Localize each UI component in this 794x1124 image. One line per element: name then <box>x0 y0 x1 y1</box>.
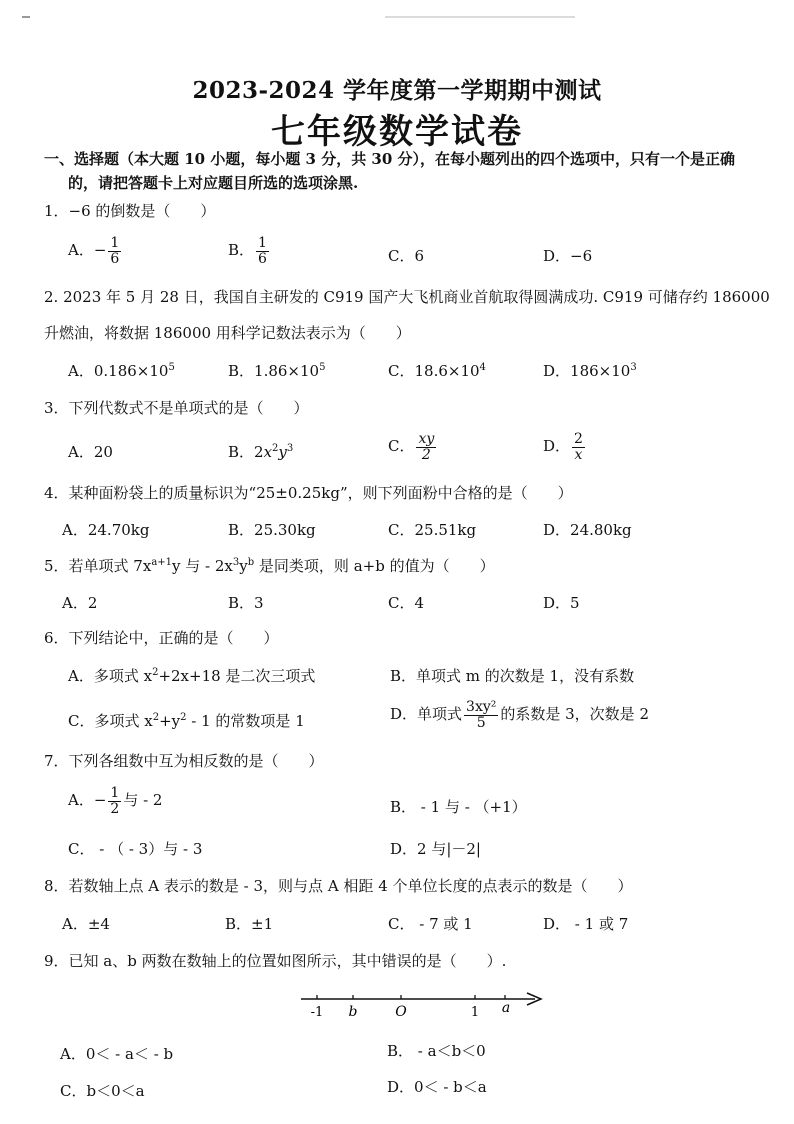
question-9-stem: 9．已知 a、b 两数在数轴上的位置如图所示，其中错误的是（ ）. <box>44 952 507 970</box>
label-1: 1 <box>470 1005 480 1020</box>
label-b: b <box>348 1004 358 1020</box>
number-line-figure <box>295 985 555 1021</box>
q9-option-d: D．0＜ - b＜a <box>387 1078 487 1096</box>
q4-option-c: C．25.51kg <box>388 521 477 539</box>
scan-mark <box>22 16 30 18</box>
question-7-stem: 7．下列各组数中互为相反数的是（ ） <box>44 752 324 770</box>
q9-option-a: A．0＜ - a＜ - b <box>60 1045 174 1063</box>
q1-option-c: C．6 <box>388 247 425 265</box>
q7-option-a: A．− $\frac{1}{2}$ 与 - 2 <box>68 785 163 817</box>
q1-option-d: D．−6 <box>543 247 593 265</box>
q4-option-a: A．24.70kg <box>62 521 150 539</box>
q5-option-c: C．4 <box>388 594 425 612</box>
q5-option-a: A．2 <box>62 594 98 612</box>
q3-option-a: A．20 <box>68 443 113 461</box>
q8-option-b: B．±1 <box>225 915 274 933</box>
q3-option-d: D． $\frac{2}{x}$ <box>543 431 583 463</box>
q8-option-d: D． - 1 或 7 <box>543 915 629 933</box>
section-header: 一、选择题（本大题 10 小题，每小题 3 分，共 30 分），在每小题列出的四个选项中，只有一个是正确 <box>44 150 736 168</box>
q3-option-b: B．$2x^2y^3$ <box>228 443 294 461</box>
exam-subtitle: 七年级数学试卷 <box>271 112 523 152</box>
scan-mark <box>385 16 575 18</box>
q6-option-b: B．单项式 m 的次数是 1，没有系数 <box>390 667 635 685</box>
question-8-stem: 8．若数轴上点 A 表示的数是 - 3，则与点 A 相距 4 个单位长度的点表示的数是（ ） <box>44 877 633 895</box>
q6-option-c: C．多项式 $x^2+y^2 - 1$ 的常数项是 1 <box>68 712 305 730</box>
question-3-stem: 3．下列代数式不是单项式的是（ ） <box>44 399 309 417</box>
q5-option-d: D．5 <box>543 594 580 612</box>
q5-option-b: B．3 <box>228 594 264 612</box>
question-6-stem: 6．下列结论中，正确的是（ ） <box>44 629 279 647</box>
q2-option-d: D．$186\times 10^3$ <box>543 362 637 380</box>
q6-option-a: A．多项式 $x^2+2x+18$ 是二次三项式 <box>68 667 316 685</box>
question-2-stem: 2. 2023 年 5 月 28 日，我国自主研发的 C919 国产大飞机商业首航取得圆满成功. C919 可储存约 186000 <box>44 288 770 306</box>
exam-title: 2023-2024 学年度第一学期期中测试 <box>192 77 602 104</box>
label-neg1: -1 <box>310 1005 324 1020</box>
q8-option-a: A．±4 <box>62 915 110 933</box>
q1-option-b: B． $\frac{1}{6}$ <box>228 235 267 267</box>
q3-option-c: C． $\frac{xy}{2}$ <box>388 431 435 463</box>
q4-option-d: D．24.80kg <box>543 521 632 539</box>
question-1-stem: 1．−6 的倒数是（ ） <box>44 202 216 220</box>
q7-option-d: D．2 与|－2| <box>390 840 481 858</box>
q2-option-a: A．$0.186\times 10^5$ <box>68 362 175 380</box>
question-4-stem: 4．某种面粉袋上的质量标识为“25±0.25kg”，则下列面粉中合格的是（ ） <box>44 484 573 502</box>
question-2-stem-cont: 升燃油，将数据 186000 用科学记数法表示为（ ） <box>44 324 411 342</box>
q7-option-b: B． - 1 与 - （+1） <box>390 798 527 816</box>
q1-option-a: A．− $\frac{1}{6}$ <box>68 235 120 267</box>
section-header-cont: 的，请把答题卡上对应题目所选的选项涂黑. <box>68 174 359 192</box>
q8-option-c: C． - 7 或 1 <box>388 915 473 933</box>
q2-option-c: C．$18.6\times 10^4$ <box>388 362 486 380</box>
q4-option-b: B．25.30kg <box>228 521 316 539</box>
q9-option-b: B． - a＜b＜0 <box>387 1042 486 1060</box>
q9-option-c: C．b＜0＜a <box>60 1082 145 1100</box>
q7-option-c: C． - （ - 3）与 - 3 <box>68 840 203 858</box>
q2-option-b: B．$1.86\times 10^5$ <box>228 362 326 380</box>
label-a: a <box>501 1000 511 1016</box>
question-5-stem: 5．若单项式 $7x^{a+1}y$ 与 - $2x^3y^b$ 是同类项，则 a+b 的值为（ ） <box>44 557 495 575</box>
q6-option-d: D．单项式 $\frac{\text{3xy²}}{5}$ 的系数是 3，次数是 2 <box>390 699 649 731</box>
label-origin: O <box>395 1004 407 1020</box>
